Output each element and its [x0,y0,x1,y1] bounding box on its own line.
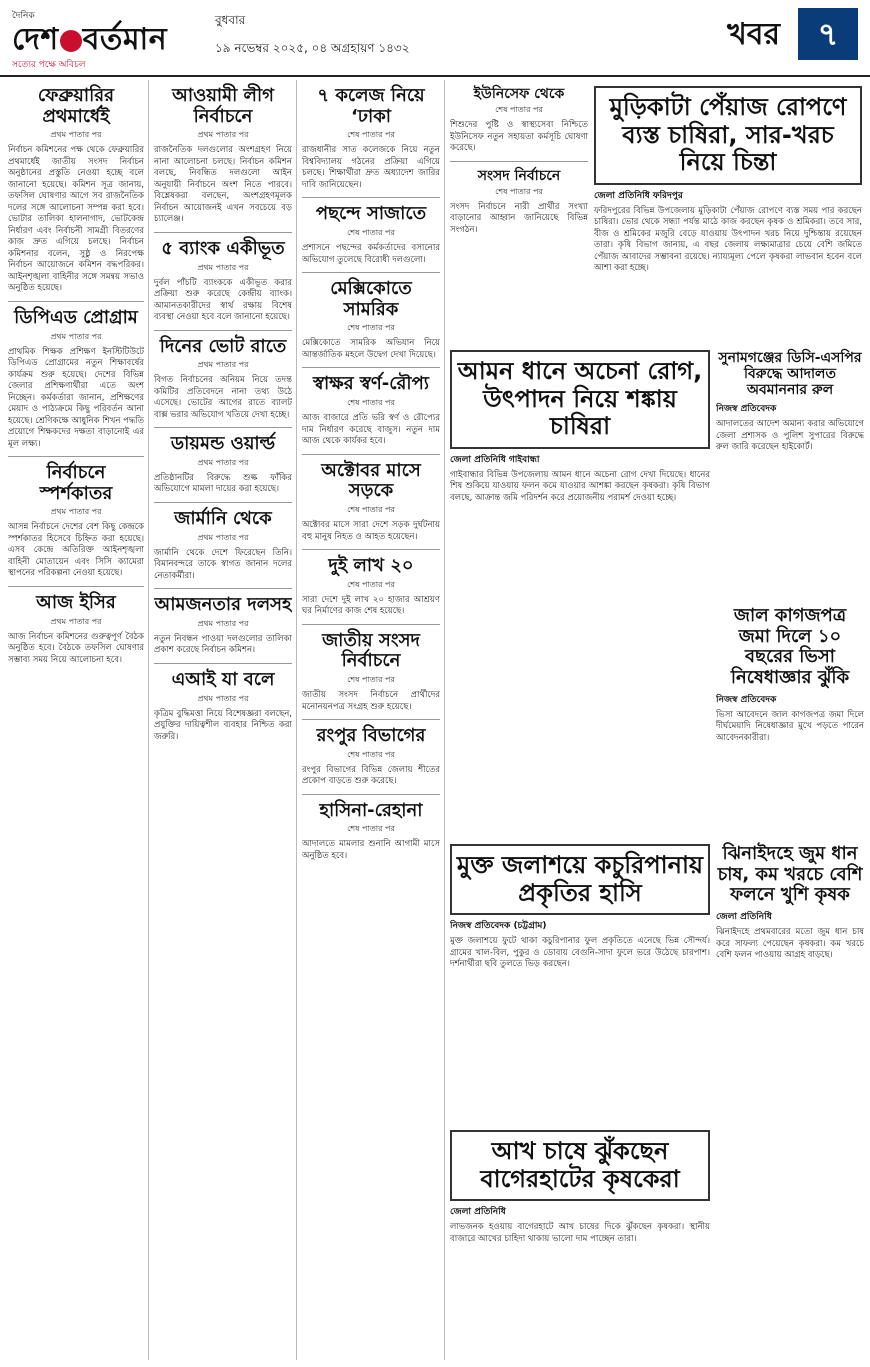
column-rule [148,80,149,1360]
article[interactable] [302,86,440,191]
continuation-label: প্রথম পাতার পর [50,130,102,140]
column-4-top [450,82,588,340]
article-body: আদালতের আদেশ অমান্য করার অভিযোগে জেলা প্রশাসক ও পুলিশ সুপারের বিরুদ্ধে রুল জারি করেছেন হাইকোর্ট। [716,419,864,453]
headline[interactable]: ৭ কলেজ নিয়ে ‘ঢাকা [317,85,425,127]
article-body: নতুন নিবন্ধন পাওয়া দলগুলোর তালিকা প্রকাশ করেছে নির্বাচন কমিশন। [154,633,292,656]
continuation-label: প্রথম পাতার পর [197,457,249,467]
continuation-label: শেষ পাতার পর [347,130,395,140]
article-body: প্রাথমিক শিক্ষক প্রশিক্ষণ ইনস্টিটিউটে ডিপিএড প্রোগ্রামের নতুন শিক্ষাবর্ষের কার্যক্রম শুরু হয়েছে। দেশের বিভিন্ন জেলার প্রশিক্ষণার্থীরা এতে অংশ নিচ্ছেন। কর্মকর্তারা জানান, প্রশিক্ষণের মেয়াদ ও পাঠ্যক্রমে কিছু পরিবর্তন আনা হয়েছে। শ্রেণিকক্ষে আধুনিক শিখন পদ্ধতি প্রয়োগে শিক্ষকদের দক্ষতা বাড়ানোই এর মূল লক্ষ্য। [8,346,144,449]
article-body: আসন্ন নির্বাচনে দেশের বেশ কিছু কেন্দ্রকে স্পর্শকাতর হিসেবে চিহ্নিত করা হয়েছে। এসব কেন্দ্রে অতিরিক্ত আইনশৃঙ্খলা বাহিনী মোতায়েন এবং সিসি ক্যামেরা স্থাপনের পরিকল্পনা নেওয়া হয়েছে। [8,522,144,579]
continuation-label: শেষ পাতার পর [347,323,395,333]
article-body: মেক্সিকোতে সামরিক অভিযান নিয়ে আন্তর্জাতিক মহলে উদ্বেগ দেখা দিয়েছে। [302,338,440,360]
headline[interactable]: পছন্দে সাজাতে [315,203,427,225]
logo-right: বর্তমান [82,22,168,57]
article[interactable] [154,595,292,657]
continuation-label: শেষ পাতার পর [347,228,395,238]
headline[interactable]: মুক্ত জলাশয়ে কচুরিপানায় প্রকৃতির হাসি [450,844,710,915]
article[interactable] [154,509,292,582]
article[interactable] [302,801,440,863]
dateline [215,6,410,62]
continuation-label: শেষ পাতার পর [495,186,543,196]
continuation-label: প্রথম পাতার পর [197,360,249,370]
article-body: শিশুদের পুষ্টি ও স্বাস্থ্যসেবা নিশ্চিতে ইউনিসেফ নতুন সহায়তা কর্মসূচি ঘোষণা করেছে। [450,120,588,154]
article[interactable] [302,631,440,713]
article-body: রংপুর বিভাগের বিভিন্ন জেলায় শীতের প্রকোপ বাড়তে শুরু করেছে। [302,764,440,787]
article[interactable] [450,86,588,155]
column-rule [296,80,297,1360]
headline[interactable]: আওয়ামী লীগ নির্বাচনে [172,85,274,127]
headline[interactable]: এআই যা বলে [171,668,275,690]
article[interactable] [302,374,440,447]
byline: জেলা প্রতিনিধি [450,1207,506,1218]
date-label: ১৯ নভেম্বর ২০২৫, ০৪ অগ্রহায়ণ ১৪৩২ [215,41,410,55]
headline[interactable]: স্বাক্ষর স্বর্ণ-রৌপ্য [312,373,430,395]
article-body: অক্টোবর মাসে সারা দেশে সড়ক দুর্ঘটনায় বহু মানুষ নিহত ও আহত হয়েছেন। [302,520,440,542]
continuation-label: প্রথম পাতার পর [197,693,249,703]
column-2 [154,82,292,1362]
continuation-label: শেষ পাতার পর [347,749,395,759]
headline[interactable]: রংপুর বিভাগের [316,725,426,747]
continuation-label: শেষ পাতার পর [347,675,395,685]
continuation-label: শেষ পাতার পর [347,398,395,408]
headline[interactable]: সুনামগঞ্জের ডিসি-এসপির বিরুদ্ধে আদালত অবমাননার রুল [718,350,862,399]
logo-left: দেশ [12,22,59,57]
continuation-label: প্রথম পাতার পর [50,331,102,341]
section-title: খবর [727,17,780,52]
article[interactable] [302,556,440,618]
continuation-label: প্রথম পাতার পর [50,616,102,626]
byline: নিজস্ব প্রতিবেদক [716,404,777,415]
article-body: কৃত্রিম বুদ্ধিমত্তা নিয়ে বিশেষজ্ঞরা বলছেন, প্রযুক্তির দায়িত্বশীল ব্যবহার নিশ্চিত করা জরুরি। [154,708,292,742]
article[interactable] [8,308,144,450]
headline[interactable]: ইউনিসেফ থেকে [473,86,565,102]
article-body: সারা দেশে দুই লাখ ২০ হাজার আশ্রয়ণ ঘর নির্মাণের কাজ শেষ হয়েছে। [302,594,440,617]
article[interactable] [154,86,292,226]
headline[interactable]: সংসদ নির্বাচনে [477,167,561,184]
article[interactable] [302,726,440,788]
continuation-label: শেষ পাতার পর [347,579,395,589]
article-body: প্রশাসনে পছন্দের কর্মকর্তাদের বসানোর অভিযোগ তুলেছে বিরোধী দলগুলো। [302,243,440,265]
headline[interactable]: দিনের ভোট রাতে [159,335,287,357]
continuation-label: শেষ পাতার পর [347,824,395,834]
column-rule [444,80,445,1360]
headline[interactable]: নির্বাচনে স্পর্শকাতর [39,462,113,504]
article-body: সংসদ নির্বাচনে নারী প্রার্থীর সংখ্যা বাড়ানোর আহ্বান জানিয়েছে বিভিন্ন সংগঠন। [450,201,588,235]
headline[interactable]: জাতীয় সংসদ নির্বাচনে [322,629,420,672]
byline: জেলা প্রতিনিধি [716,912,772,923]
headline[interactable]: ৫ ব্যাংক একীভূত [161,237,285,259]
story-sugarcane[interactable] [450,1126,710,1362]
headline[interactable]: মুড়িকাটা পেঁয়াজ রোপণে ব্যস্ত চাষিরা, সার-খরচ নিয়ে চিন্তা [594,86,862,185]
headline[interactable]: ডিপিএড প্রোগ্রাম [14,306,138,328]
side-story-jhinaidah[interactable] [716,840,864,1360]
article-body: আজ বাজারে প্রতি ভরি স্বর্ণ ও রৌপ্যের দাম নির্ধারণ করেছে বাজুস। নতুন দাম আজ থেকে কার্যকর হবে। [302,413,440,447]
headline[interactable]: ঝিনাইদহে জুম ধান চাষ, কম খরচে বেশি ফলনে খুশি কৃষক [717,843,863,906]
continuation-label: প্রথম পাতার পর [197,532,249,542]
article-body: ভিসা আবেদনে জাল কাগজপত্র জমা দিলে দীর্ঘমেয়াদি নিষেধাজ্ঞার মুখে পড়তে পারেন আবেদনকারীরা। [716,709,864,743]
feature-story[interactable] [450,840,710,1120]
article[interactable] [8,593,144,666]
article[interactable] [302,204,440,266]
article-body: গাইবান্ধার বিভিন্ন উপজেলায় আমন ধানে অচেনা রোগ দেখা দিয়েছে। ধানের শিষ শুকিয়ে যাওয়ায় ফলন কমে যাওয়ার আশঙ্কা করছেন কৃষকরা। কৃষি বিভাগ বলছে, আক্রান্ত জমি পরিদর্শন করে প্রয়োজনীয় পরামর্শ দেওয়া হচ্ছে। [450,469,710,503]
byline: জেলা প্রতিনিধি ফরিদপুর [594,190,683,201]
side-story-court[interactable] [716,346,864,596]
article[interactable] [154,434,292,496]
column-3 [302,82,440,1362]
continuation-label: প্রথম পাতার পর [50,507,102,517]
article[interactable] [450,168,588,237]
continuation-label: প্রথম পাতার পর [197,618,249,628]
article-body: নির্বাচন কমিশনের পক্ষ থেকে ফেব্রুয়ারির প্রথমার্ধেই জাতীয় সংসদ নির্বাচন অনুষ্ঠানের প্রস্তুতি নেওয়া হচ্ছে বলে জানানো হয়েছে। কমিশন সূত্র জানায়, তফসিল ঘোষণার আগে সব রাজনৈতিক দলের সঙ্গে আলোচনা সম্পন্ন করা হবে। ভোটার তালিকা হালনাগাদ, ভোটকেন্দ্র নির্ধারণ এবং নির্বাচনী সামগ্রী বিতরণের কাজ দ্রুত এগিয়ে চলছে। নির্বাচন কমিশনার বলেন, সুষ্ঠু ও নিরপেক্ষ নির্বাচন আয়োজনে কমিশন বদ্ধপরিকর। আইনশৃঙ্খলা বাহিনীর সঙ্গে সমন্বয় সভাও অনুষ্ঠিত হয়েছে। [8,145,144,294]
article[interactable] [154,670,292,743]
article-body: জাতীয় সংসদ নির্বাচনে প্রার্থীদের মনোনয়নপত্র সংগ্রহ শুরু হয়েছে। [302,690,440,712]
article-body: দুর্বল পাঁচটি ব্যাংককে একীভূত করার প্রক্রিয়া শুরু করেছে কেন্দ্রীয় ব্যাংক। আমানতকারীদের স্বার্থ রক্ষায় বিশেষ ব্যবস্থা নেওয়া হবে বলে জানানো হয়েছে। [154,277,292,323]
article[interactable] [302,461,440,543]
headline[interactable]: মেক্সিকোতে সামরিক [330,278,412,320]
headline[interactable]: জার্মানি থেকে [174,507,272,529]
lead-story[interactable] [594,82,862,340]
byline: জেলা প্রতিনিধি গাইবান্ধা [450,454,540,465]
story-aman-rice[interactable] [450,346,710,686]
article[interactable] [154,239,292,324]
logo-small-label: দৈনিক [12,11,35,21]
headline[interactable]: হাসিনা-রেহানা [319,799,423,821]
headline[interactable]: ডায়মন্ড ওয়ার্ল্ড [170,433,276,455]
day-label: বুধবার [215,13,246,27]
headline[interactable]: ফেব্রুয়ারির প্রথমার্ধেই [37,85,115,127]
masthead [0,0,870,77]
continuation-label: প্রথম পাতার পর [197,130,249,140]
article-body: মুক্ত জলাশয়ে ফুটে থাকা কচুরিপানার ফুল প্রকৃতিতে এনেছে ভিন্ন সৌন্দর্য। গ্রামের খাল-বিল, পুকুর ও ডোবায় বেগুনি-সাদা ফুলে ভরে উঠেছে চারপাশ। দর্শনার্থীরা ছবি তুলতে ভিড় করছেন। [450,936,710,970]
article-body: জার্মানি থেকে দেশে ফিরেছেন তিনি। বিমানবন্দরে তাকে স্বাগত জানান দলের নেতাকর্মীরা। [154,547,292,581]
page-number: ৭ [798,8,858,60]
headline[interactable]: আমন ধানে অচেনা রোগ, উৎপাদন নিয়ে শঙ্কায় চাষিরা [450,350,710,449]
newspaper-logo[interactable] [12,8,172,70]
logo-dot-icon [60,30,82,52]
column-1 [8,82,144,1362]
article-body: বিগত নির্বাচনের অনিয়ম নিয়ে তদন্ত কমিটির প্রতিবেদনে নানা তথ্য উঠে এসেছে। ভোটের আগের রাতে ব্যালট বাক্স ভরার অভিযোগ খতিয়ে দেখা হচ্ছে। [154,375,292,420]
article-body: রাজনৈতিক দলগুলোর অংশগ্রহণ নিয়ে নানা আলোচনা চলছে। নির্বাচন কমিশন বলছে, নিবন্ধিত দলগুলো আইন অনুযায়ী নির্বাচনে অংশ নিতে পারবে। বিশ্লেষকরা বলছেন, অংশগ্রহণমূলক নির্বাচন আয়োজনই এখন সবচেয়ে বড় চ্যালেঞ্জ। [154,145,292,225]
side-story-visa[interactable] [716,602,864,832]
headline[interactable]: অক্টোবর মাসে সড়কে [321,459,421,502]
headline[interactable]: দুই লাখ ২০ [328,555,414,576]
article-body: প্রতিষ্ঠানটির বিরুদ্ধে শুল্ক ফাঁকির অভিযোগে মামলা দায়ের করা হয়েছে। [154,472,292,495]
logo-tagline: সত্যের পক্ষে অবিচল [12,60,86,70]
article[interactable] [8,463,144,580]
article-body: ঝিনাইদহে প্রথমবারের মতো জুম ধান চাষ করে সাফল্য পেয়েছেন কৃষকরা। কম খরচে বেশি ফলন পাওয়ায় আগ্রহ বাড়ছে। [716,927,864,961]
continuation-label: শেষ পাতার পর [347,505,395,514]
article[interactable] [8,86,144,295]
article[interactable] [154,337,292,422]
headline[interactable]: আজ ইসির [36,591,116,613]
article[interactable] [302,279,440,361]
article-body: আজ নির্বাচন কমিশনের গুরুত্বপূর্ণ বৈঠক অনুষ্ঠিত হবে। বৈঠকে তফসিল ঘোষণার সম্ভাব্য সময় নিয়ে আলোচনা হবে। [8,631,144,665]
logo-wordmark [12,23,172,57]
byline: নিজস্ব প্রতিবেদক (চট্টগ্রাম) [450,921,547,932]
headline[interactable]: জাল কাগজপত্র জমা দিলে ১০ বছরের ভিসা নিষেধাজ্ঞার ঝুঁকি [730,605,850,689]
continuation-label: শেষ পাতার পর [495,105,543,115]
article-body: লাভজনক হওয়ায় বাগেরহাটে আখ চাষের দিকে ঝুঁকছেন কৃষকরা। স্থানীয় বাজারে আখের চাহিদা থাকায় ভালো দাম পাচ্ছেন তারা। [450,1222,710,1244]
article-body: আদালতে মামলার শুনানি আগামী মাসে অনুষ্ঠিত হবে। [302,839,440,861]
article-body: রাজধানীর সাত কলেজকে নিয়ে নতুন বিশ্ববিদ্যালয় গঠনের প্রক্রিয়া এগিয়ে চলছে। শিক্ষার্থীরা দ্রুত অধ্যাদেশ জারির দাবি জানিয়েছেন। [302,145,440,190]
headline[interactable]: আখ চাষে ঝুঁকছেন বাগেরহাটের কৃষকেরা [450,1130,710,1201]
byline: নিজস্ব প্রতিবেদক [716,694,777,705]
headline[interactable]: আমজনতার দলসহ [154,594,292,616]
article-body: ফরিদপুরের বিভিন্ন উপজেলায় মুড়িকাটা পেঁয়াজ রোপণে ব্যস্ত সময় পার করছেন চাষিরা। ভোর থেকে সন্ধ্যা পর্যন্ত মাঠে কাজ করছেন কৃষক ও শ্রমিকরা। তবে সার, বীজ ও শ্রমিকের মজুরি বেড়ে যাওয়ায় উৎপাদন খরচ নিয়ে দুশ্চিন্তায় রয়েছেন তারা। কৃষি বিভাগ জানায়, এ বছর জেলায় লক্ষ্যমাত্রার চেয়ে বেশি জমিতে পেঁয়াজ আবাদের সম্ভাবনা রয়েছে। ন্যায্যমূল্য পেলে কৃষকরা লাভবান হবেন বলে আশা করা হচ্ছে। [594,205,862,274]
continuation-label: প্রথম পাতার পর [197,262,249,272]
